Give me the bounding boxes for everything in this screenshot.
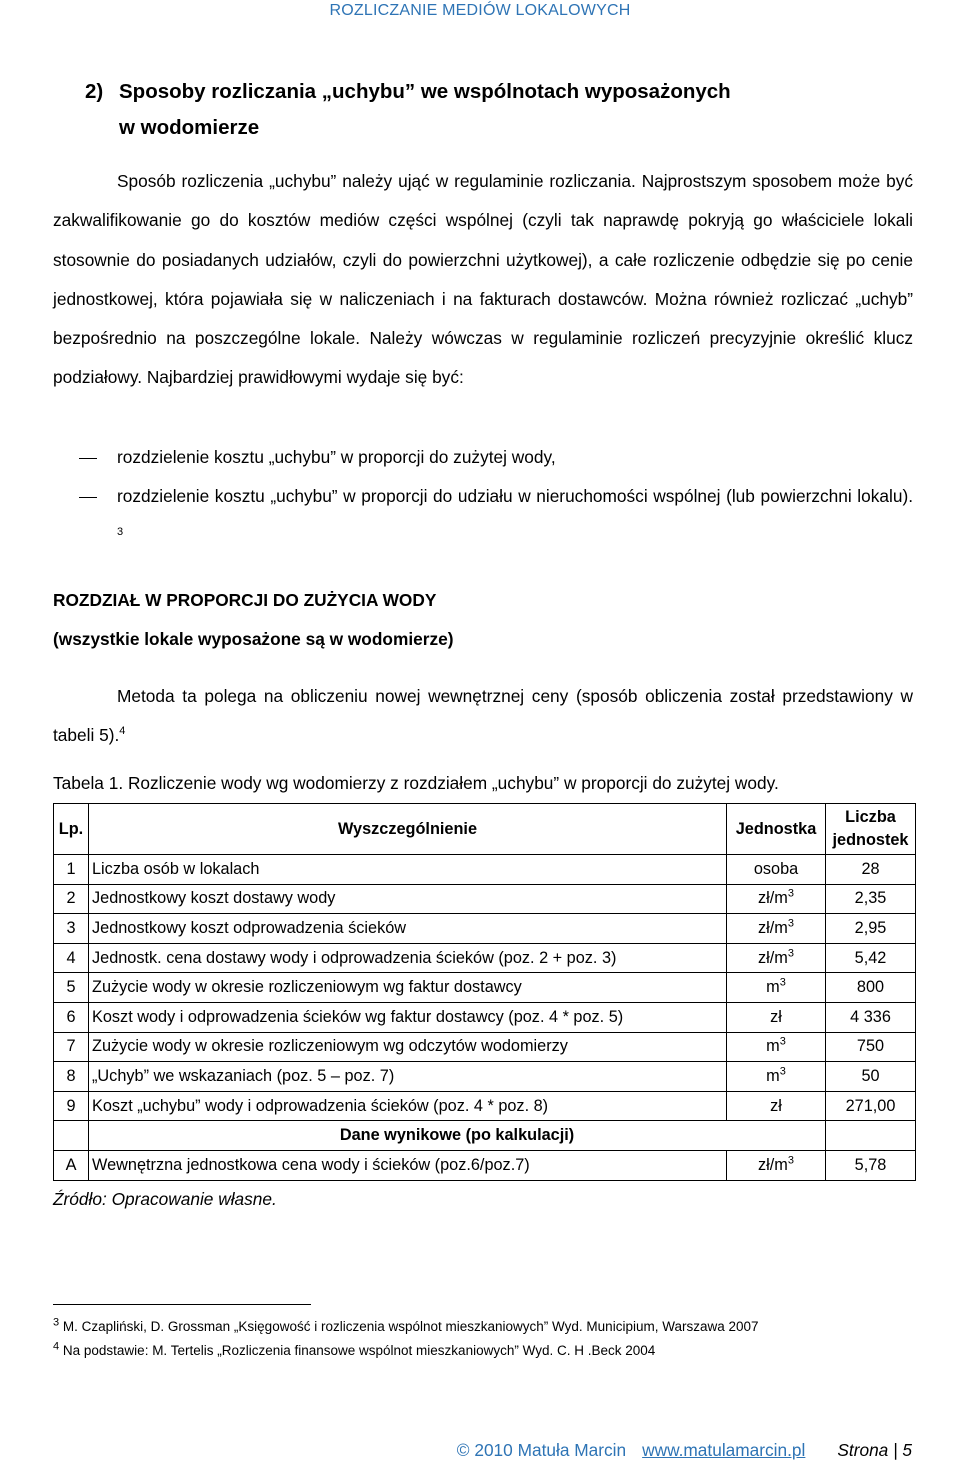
footnote-mark: 4 xyxy=(53,1340,60,1353)
row-desc: Jednostk. cena dostawy wody i odprowadzenia ścieków (poz. 2 + poz. 3) xyxy=(89,943,727,973)
row-unit xyxy=(727,1032,826,1062)
header-value-line2: jednostek xyxy=(832,831,909,849)
row-unit xyxy=(727,943,826,973)
running-header: ROZLICZANIE MEDIÓW LOKALOWYCH xyxy=(329,2,631,19)
row-desc: Koszt wody i odprowadzenia ścieków wg faktur dostawcy (poz. 4 * poz. 5) xyxy=(89,1002,727,1032)
row-unit-text: m xyxy=(766,978,780,997)
row-desc: Jednostkowy koszt dostawy wody xyxy=(89,884,727,914)
result-unit-text: zł/m xyxy=(758,1155,788,1174)
row-unit-text: m xyxy=(766,1037,780,1056)
footnote-ref[interactable]: 3 xyxy=(117,525,124,538)
row-lp: 7 xyxy=(54,1032,89,1062)
table-row xyxy=(54,914,916,944)
row-lp: 9 xyxy=(54,1091,89,1121)
table-row xyxy=(54,884,916,914)
row-unit xyxy=(727,1091,826,1121)
row-value: 4 336 xyxy=(826,1002,916,1032)
row-value: 2,35 xyxy=(826,884,916,914)
table-row xyxy=(54,943,916,973)
row-value: 28 xyxy=(826,855,916,885)
bullet-item xyxy=(53,477,913,556)
method-paragraph xyxy=(53,677,913,756)
bullet-text: rozdzielenie kosztu „uchybu” w proporcji do zużytej wody, xyxy=(117,447,556,467)
table-row xyxy=(54,1091,916,1121)
section-number: 2) xyxy=(85,80,104,103)
dash-bullet-icon xyxy=(79,458,97,459)
row-lp: 3 xyxy=(54,914,89,944)
section-title-line1: Sposoby rozliczania „uchybu” we wspólnotach wyposażonych xyxy=(119,80,731,103)
table-row xyxy=(54,973,916,1003)
page-footer xyxy=(0,1440,912,1461)
table-header-row xyxy=(54,804,916,855)
footnote-4 xyxy=(53,1340,813,1362)
row-unit xyxy=(727,884,826,914)
footnotes xyxy=(53,1316,813,1362)
result-row xyxy=(54,1150,916,1180)
row-unit xyxy=(727,855,826,885)
row-unit-text: zł/m xyxy=(758,889,788,908)
header-desc: Wyszczególnienie xyxy=(89,804,727,855)
row-unit-text: zł/m xyxy=(758,948,788,967)
footnote-ref[interactable]: 4 xyxy=(119,725,126,738)
row-unit-sup: 3 xyxy=(779,976,786,989)
row-value: 50 xyxy=(826,1062,916,1092)
footnote-mark: 3 xyxy=(53,1316,60,1329)
result-value: 5,78 xyxy=(826,1150,916,1180)
row-value: 5,42 xyxy=(826,943,916,973)
row-unit-text: zł xyxy=(770,1007,782,1026)
subsection-subtitle: (wszystkie lokale wyposażone są w wodomierze) xyxy=(53,629,454,649)
row-desc: Zużycie wody w okresie rozliczeniowym wg odczytów wodomierzy xyxy=(89,1032,727,1062)
table-source: Źródło: Opracowanie własne. xyxy=(53,1189,277,1209)
table-caption: Tabela 1. Rozliczenie wody wg wodomierzy z rozdziałem „uchybu” w proporcji do zużytej wody. xyxy=(53,773,779,793)
row-lp: 6 xyxy=(54,1002,89,1032)
subsection-title: ROZDZIAŁ W PROPORCJI DO ZUŻYCIA WODY xyxy=(53,590,437,610)
header-unit: Jednostka xyxy=(727,804,826,855)
result-unit-sup: 3 xyxy=(787,1154,794,1167)
row-desc: Jednostkowy koszt odprowadzenia ścieków xyxy=(89,914,727,944)
header-value xyxy=(826,804,916,855)
header-lp: Lp. xyxy=(54,804,89,855)
method-text: Metoda ta polega na obliczeniu nowej wewnętrznej ceny (sposób obliczenia został przedstawiony w tabeli 5). xyxy=(53,686,913,746)
row-desc: Liczba osób w lokalach xyxy=(89,855,727,885)
table-row xyxy=(54,1002,916,1032)
row-value: 750 xyxy=(826,1032,916,1062)
row-unit xyxy=(727,973,826,1003)
footer-website-link[interactable]: www.matulamarcin.pl xyxy=(642,1440,806,1460)
footnote-text: Na podstawie: M. Tertelis „Rozliczenia finansowe wspólnot mieszkaniowych” Wyd. C. H .Beck 2004 xyxy=(62,1343,656,1358)
results-header-row xyxy=(54,1121,916,1151)
result-lp: A xyxy=(54,1150,89,1180)
result-desc: Wewnętrzna jednostkowa cena wody i ścieków (poz.6/poz.7) xyxy=(89,1150,727,1180)
row-lp: 5 xyxy=(54,973,89,1003)
row-unit-text: m xyxy=(766,1066,780,1085)
section-heading xyxy=(85,74,731,146)
row-lp: 4 xyxy=(54,943,89,973)
row-value: 800 xyxy=(826,973,916,1003)
dash-bullet-icon xyxy=(79,497,97,498)
bullet-text: rozdzielenie kosztu „uchybu” w proporcji do udziału w nieruchomości wspólnej (lub powierzchni lokalu). xyxy=(117,486,913,507)
table-row xyxy=(54,855,916,885)
row-unit xyxy=(727,1002,826,1032)
row-desc: „Uchyb” we wskazaniach (poz. 5 – poz. 7) xyxy=(89,1062,727,1092)
row-unit xyxy=(727,1062,826,1092)
row-lp: 1 xyxy=(54,855,89,885)
row-unit-text: zł xyxy=(770,1096,782,1115)
table-cell xyxy=(54,1121,89,1151)
row-unit-sup: 3 xyxy=(779,1035,786,1048)
settlement-table xyxy=(53,803,916,1181)
row-desc: Zużycie wody w okresie rozliczeniowym wg faktur dostawcy xyxy=(89,973,727,1003)
row-unit-sup: 3 xyxy=(779,1065,786,1078)
row-unit-text: zł/m xyxy=(758,918,788,937)
row-unit-sup: 3 xyxy=(787,887,794,900)
bullet-item xyxy=(53,438,913,477)
table-row xyxy=(54,1032,916,1062)
row-desc: Koszt „uchybu” wody i odprowadzenia ścieków (poz. 4 * poz. 8) xyxy=(89,1091,727,1121)
row-unit-sup: 3 xyxy=(787,917,794,930)
bullet-list xyxy=(53,438,913,556)
intro-paragraph: Sposób rozliczenia „uchybu” należy ująć w regulaminie rozliczania. Najprostszym sposobem może być zakwalifikowanie go do kosztów mediów części wspólnej (czyli tak naprawdę pokryją go właściciele lokali stosownie do posiadanych udziałów, czyli do powierzchni użytkowej), a całe rozliczenie odbędzie się po cenie jednostkowej, która pojawiała się w naliczeniach i na fakturach dostawców. Można również rozliczać „uchyb” bezpośrednio na poszczególne lokale. Należy wówczas w regulaminie rozliczeń precyzyjnie określić klucz podziałowy. Najbardziej prawidłowymi wydaje się być: xyxy=(53,171,913,388)
footnote-text: M. Czapliński, D. Grossman „Księgowość i rozliczenia wspólnot mieszkaniowych” Wyd. Municipium, Warszawa 2007 xyxy=(62,1319,759,1334)
row-unit-text: osoba xyxy=(753,859,799,878)
footnote-divider xyxy=(53,1304,311,1305)
row-value: 2,95 xyxy=(826,914,916,944)
results-header: Dane wynikowe (po kalkulacji) xyxy=(89,1121,826,1151)
result-unit xyxy=(727,1150,826,1180)
footer-page-number: Strona | 5 xyxy=(837,1440,912,1460)
footnote-3 xyxy=(53,1316,813,1338)
row-unit xyxy=(727,914,826,944)
row-value: 271,00 xyxy=(826,1091,916,1121)
section-title-line2: w wodomierze xyxy=(119,116,260,139)
row-lp: 2 xyxy=(54,884,89,914)
row-lp: 8 xyxy=(54,1062,89,1092)
row-unit-sup: 3 xyxy=(787,947,794,960)
table-row xyxy=(54,1062,916,1092)
table-cell xyxy=(826,1121,916,1151)
header-value-line1: Liczba xyxy=(845,808,896,826)
footer-copyright: © 2010 Matuła Marcin xyxy=(456,1440,627,1460)
